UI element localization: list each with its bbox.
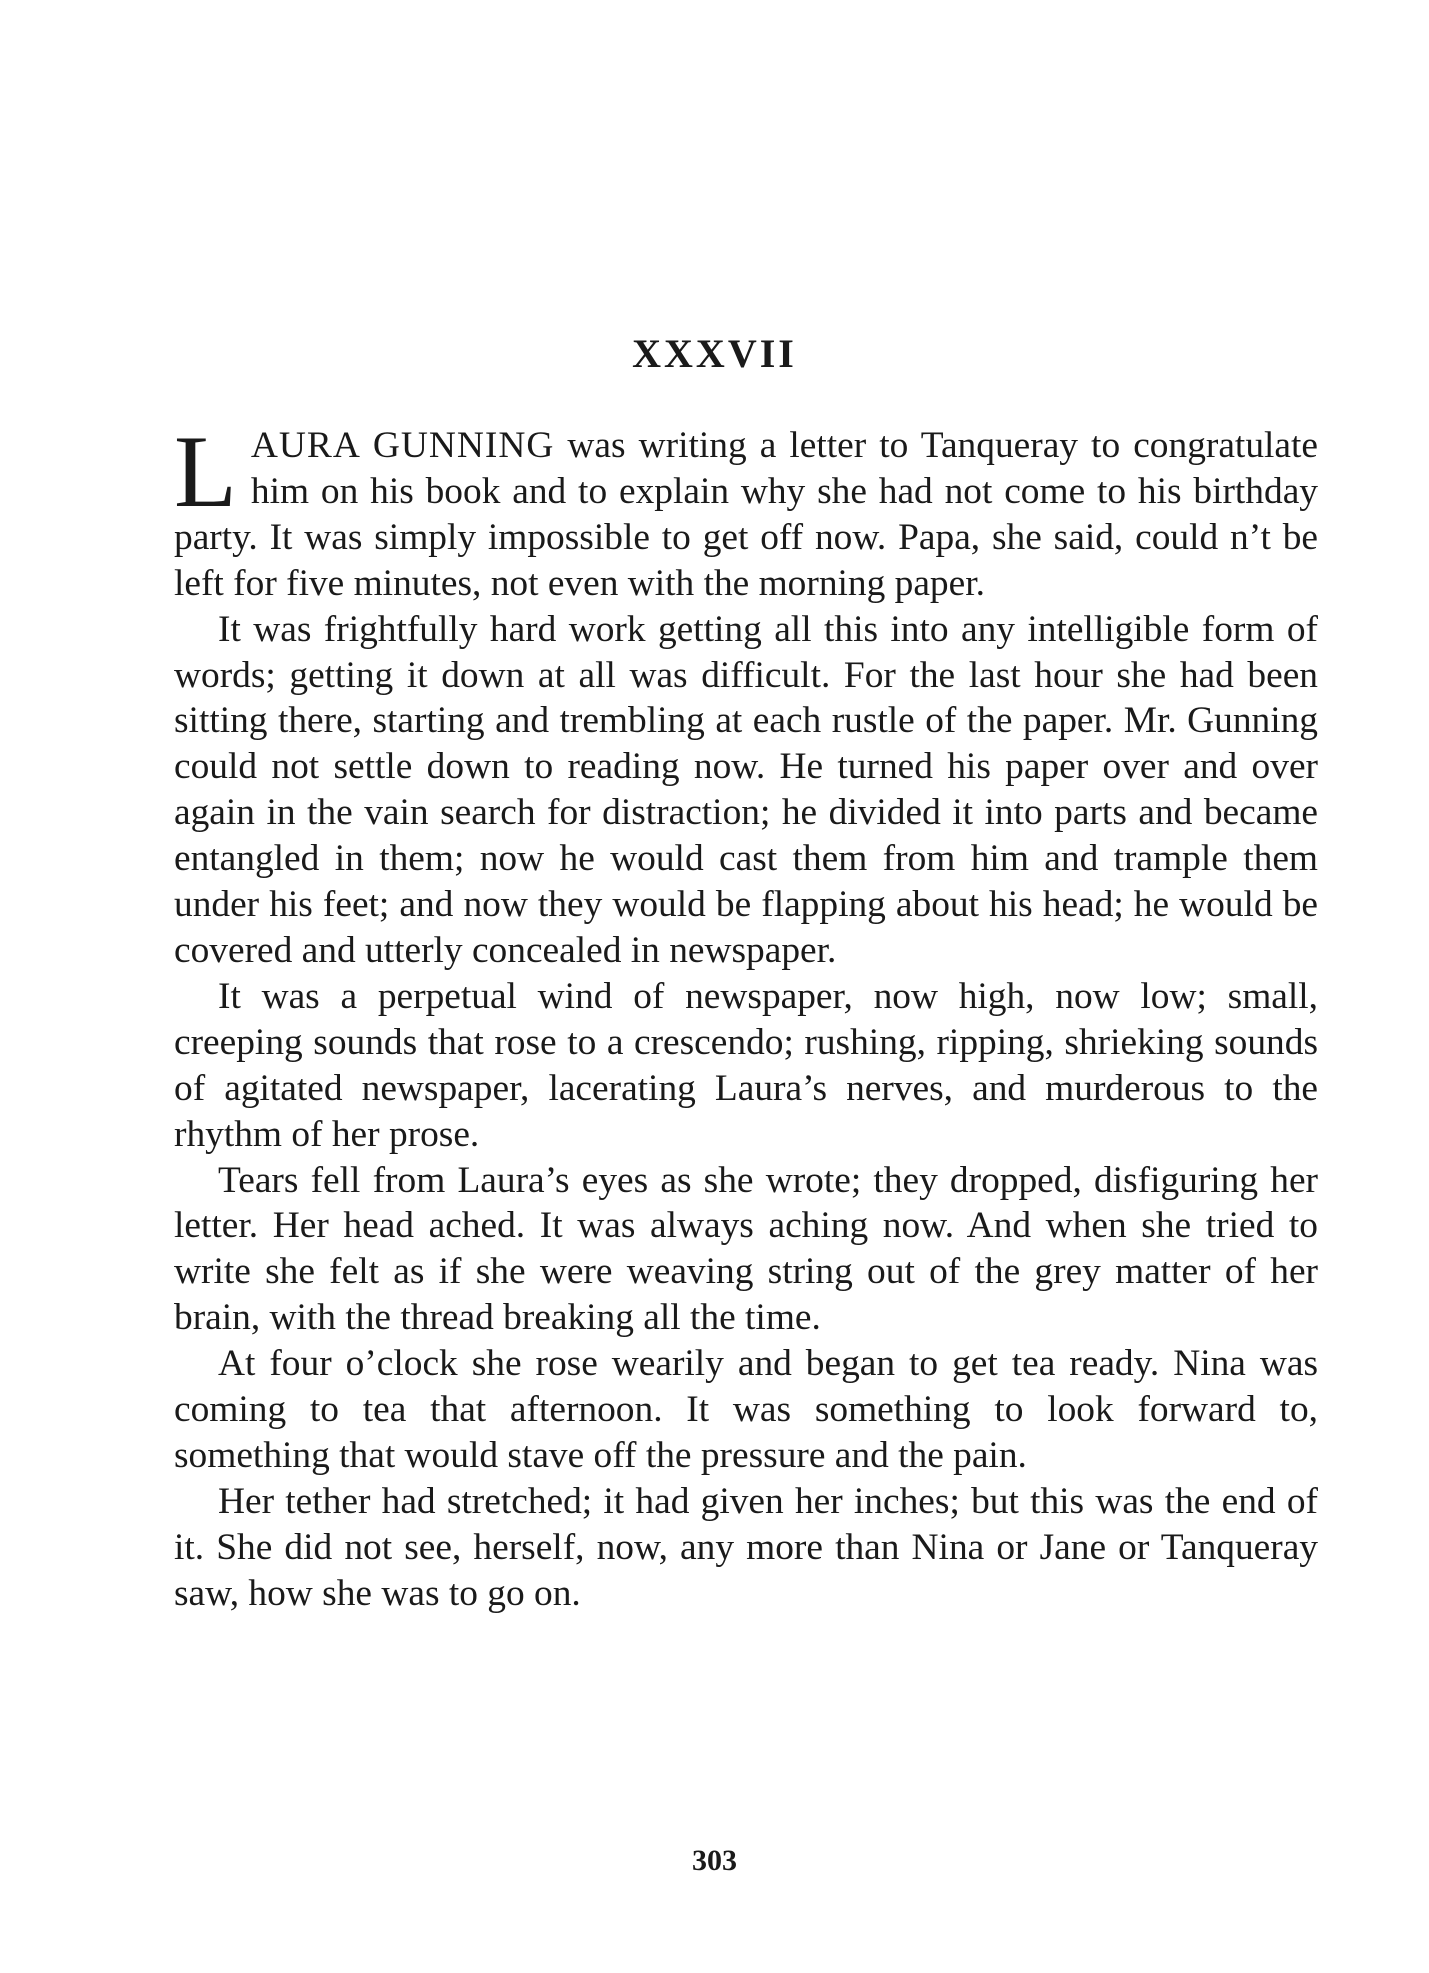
chapter-title: XXXVII <box>632 331 797 376</box>
opening-lead-caps: AURA GUNNING <box>250 425 555 466</box>
opening-paragraph <box>174 415 1318 607</box>
paragraph: Her tether had stretched; it had given her inches; but this was the end of it. She did not see, herself, now, any more than Nina or Jane or Tanqueray saw, how she was to go on. <box>174 1480 1318 1614</box>
paragraph: At four o’clock she rose wearily and began to get tea ready. Nina was coming to tea that afternoon. It was something to look forward to, something that would stave off the pressure and the pain. <box>174 1343 1318 1476</box>
paragraph: It was frightfully hard work getting all this into any intelligible form of words; getting it down at all was difficult. For the last hour she had been sitting there, starting and trembling at each rustle of the paper. Mr. Gunning could not settle down to reading now. He turned his paper over and over again in the vain search for distraction; he divided it into parts and became entangled in them; now he would cast them from him and trample them under his feet; and now they would be flapping about his head; he would be covered and utterly concealed in newspaper. <box>174 608 1318 971</box>
drop-cap: L <box>174 415 237 529</box>
opening-paragraph-text: was writing a letter to Tanqueray to congratulate him on his book and to explain why she had not come to his birthday party. It was simply impossible to get off now. Papa, she said, could n’t be left for five minutes, not even with the morning paper. <box>174 425 1318 604</box>
paragraph: It was a perpetual wind of newspaper, now high, now low; small, creeping sounds that rose to a crescendo; rushing, ripping, shrieking sounds of agitated newspaper, lacerating Laura’s nerves, and murderous to the rhythm of her prose. <box>174 975 1318 1155</box>
page-number: 303 <box>692 1844 737 1877</box>
paragraph: Tears fell from Laura’s eyes as she wrote; they dropped, disfiguring her letter. Her head ached. It was always aching now. And when she tried to write she felt as if she were weaving string out of the grey matter of her brain, with the thread breaking all the time. <box>174 1159 1318 1339</box>
chapter-body <box>174 415 1318 1617</box>
